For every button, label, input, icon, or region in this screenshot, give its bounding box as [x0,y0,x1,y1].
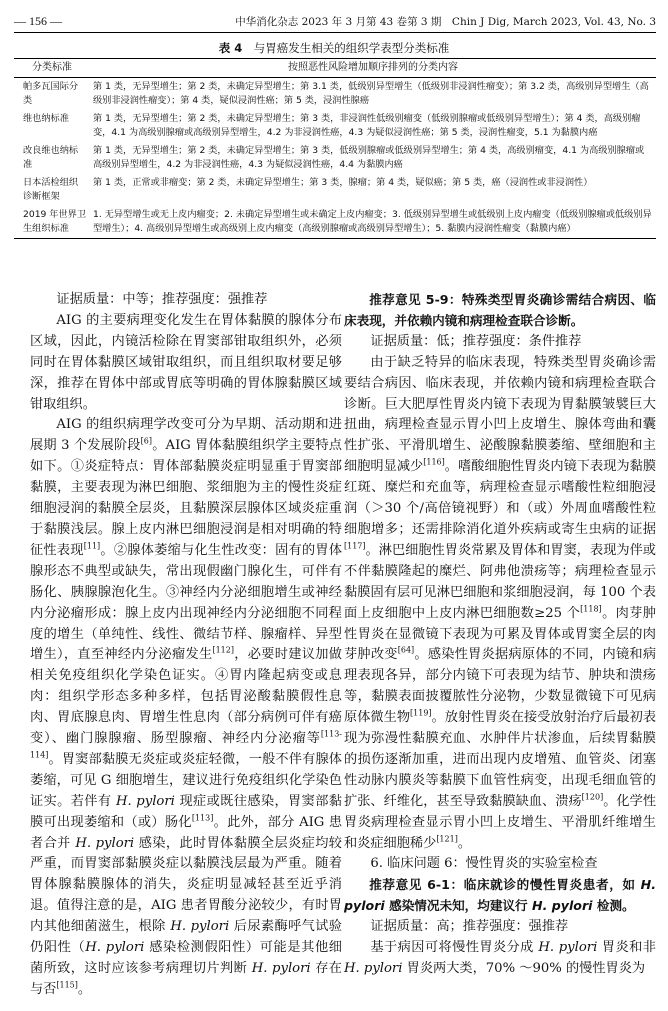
citation-ref: [11] [83,541,101,551]
table-cell-content: 第 1 类，无异型增生；第 2 类，未确定异型增生；第 3 类，非浸润性低级别瘤变（低级别腺瘤或低级别异型增生）；第 4 类，高级别瘤变，4.1 为高级别腺瘤或高级别异型增生，4.2 为非浸润性癌，4.3 为疑似浸润性癌；第 5 类，浸润性瘤变，5.1 为黏膜内癌 [93,113,641,138]
text-run: 。②腺体萎缩与化生性改变：固有的胃体腺形态不典型或缺失，常出现假幽门腺化生，可伴有肠化、胰腺腺泡化生。③神经内分泌细胞增生或神经内分泌瘤形成：腺上皮内出现神经内分泌细胞不同程度的增生（单纯性、线性、微结节样、腺瘤样、异型增生），直至神经内分泌瘤发生 [30,542,343,663]
text-run: 现症或既往感染，胃窦部黏膜可出现萎缩和（或）肠化 [30,793,342,830]
table-header-standard: 分类标准 [14,59,90,78]
text-run: 。肉芽肿性胃炎在显微镜下表现为可累及胃体或胃窦全层的肉芽肿改变 [344,605,656,663]
citation-ref: [64] [397,646,415,656]
classification-table [14,58,656,239]
table-cell-content: 第 1 类，无异型增生；第 2 类，未确定异型增生；第 3 类，低级别腺瘤或低级别异型增生；第 4 类，高级别瘤变，4.1 为高级别腺瘤或高级别异型增生，4.2 为非浸润性癌，4.3 为疑似浸润性癌，4.4 为黏膜内癌 [93,145,645,170]
table-row [14,78,656,111]
table-row [14,142,656,174]
table-caption-text: 与胃癌发生相关的组织学表型分类标准 [253,41,450,55]
citation-ref: [6] [140,436,153,446]
text-run: 感染检测假阳性）可能是其他细菌所致，这时应该参考病理切片判断 [30,940,342,976]
species-name: H. pylori [538,940,598,956]
text-run: 基于病因可将慢性胃炎分成 [370,940,539,956]
table-cell-content: 第 1 类，无异型增生；第 2 类，未确定异型增生；第 3.1 类，低级别异型增生（低级别非浸润性瘤变）；第 3.2 类，高级别异型增生（高级别非浸润性瘤变）；第 4 类，疑似浸润性癌；第 5 类，浸润性腺癌 [93,81,649,106]
table-row [14,174,656,206]
citation-ref: [112] [212,646,234,656]
citation-ref: [119] [410,708,432,718]
recommendation-6-1 [344,875,656,917]
text-run: 。放射性胃炎在接受放射治疗后最初表现为弥漫性黏膜充血、水肿伴片状渗血，后续胃黏膜的损伤逐渐加重，进而出现内皮增殖、血管炎、闭塞性动脉内膜炎等黏膜下血管性病变，出现毛细血管的扩张、纤维化，甚至导致黏膜缺血、溃疡 [344,710,657,809]
table-row [14,110,656,142]
text-run: 。此外，部分 AIG 患者合并 [30,814,343,851]
citation-ref: [120] [581,792,604,802]
text-run: 检测。 [592,898,635,914]
species-name: H. pylori [251,961,311,976]
text-run: 胃炎和非 [597,940,656,956]
table-cell-standard: 日本活检组织诊断框架 [23,177,79,202]
text-run: AIG 的组织病理学改变可分为早期、活动期和进展期 3 个发展阶段 [30,417,342,454]
journal-citation: 中华消化杂志 2023 年 3 月第 43 卷第 3 期 Chin J Dig, March 2023, Vol. 43, No. 3 [235,16,656,28]
text-run: 。淋巴细胞性胃炎常累及胃体和胃窦，表现为伴或不伴黏膜隆起的糜烂、阿弗他溃疡等；病理检查显示黏膜固有层可见淋巴细胞和浆细胞浸润，每 100 个表面上皮细胞中上皮内淋巴细胞数≥25 个 [344,542,656,621]
text-run: 后尿素酶呼气试验仍阳性（ [30,919,342,956]
text-run: 。 [77,981,92,997]
table-row [14,206,656,239]
citation-ref: [116] [423,457,445,467]
text-run: 存在与否 [30,961,342,997]
page-number: — 156 — [14,14,62,28]
left-column [30,290,342,1001]
text-run: 。感染性胃炎据病原体的不同，内镜和病理表现各异，部分内镜下可表现为结节、肿块和溃疡等，黏膜表面披覆脓性分泌物，少数显微镜下可见病原体微生物 [344,647,657,726]
text-run: 。嗜酸细胞性胃炎内镜下表现为黏膜红斑、糜烂和充血等，病理检查显示嗜酸性粒细胞浸润（＞30 个/高倍镜视野）和（或）外周血嗜酸性粒细胞增多；还需排除消化道外疾病或寄生虫病的证据 [344,459,657,537]
citation-ref: [117] [344,541,366,551]
page-header [14,12,656,32]
table-cell-standard: 维也纳标准 [23,113,69,124]
table-cell-standard: 帕多瓦国际分类 [23,81,79,106]
body-paragraph [344,353,656,855]
citation-ref: [115] [56,980,78,990]
citation-ref: [121] [436,834,458,844]
text-run: ，必要时建议加做相关免疫组织化学染色证实。④胃内隆起病变或息肉：组织学形态多种多样，包括胃泌酸黏膜假性息肉、胃底腺息肉、胃增生性息肉（部分病例可伴有癌变）、幽门腺腺瘤、肠型腺瘤、神经内分泌瘤等 [30,647,342,747]
table-cell-standard: 2019 年世界卫生组织标准 [14,206,90,239]
section-heading: 6. 临床问题 6：慢性胃炎的实验室检查 [370,856,598,872]
header-rule [14,32,656,33]
evidence-line: 证据质量：低；推荐强度：条件推荐 [370,333,582,349]
species-name: H. pylori [344,877,656,914]
table-cell-content: 1. 无异型增生或无上皮内瘤变；2. 未确定异型增生或未确定上皮内瘤变；3. 低级别异型增生或低级别上皮内瘤变（低级别腺瘤或低级别异型增生）；4. 高级别异型增生或高级别上皮内瘤变（高级别腺瘤或高级别异型增生）；5. 黏膜内浸润性瘤变（黏膜内癌） [90,206,656,239]
table-header-content: 按照恶性风险增加顺序排列的分类内容 [90,59,656,78]
citation-ref: [118] [580,604,602,614]
species-name: H. pylori [170,919,230,935]
text-run: 感染，此时胃体黏膜全层炎症均较严重，而胃窦部黏膜炎症以黏膜浅层最为严重。随着胃体腺黏膜腺体的消失，炎症明显减轻甚至近乎消退。值得注意的是，AIG 患者胃酸分泌较少，有时胃内其他细菌滋生，根除 [30,835,342,935]
text-run: 。AIG 胃体黏膜组织学主要特点如下。①炎症特点：胃体部黏膜炎症明显重于胃窦部黏膜，主要表现为淋巴细胞、浆细胞为主的慢性炎症细胞浸润的黏膜全层炎，且黏膜深层腺体区域炎症重于黏膜浅层。腺上皮内淋巴细胞浸润是相对明确的特征性表现 [30,438,342,558]
species-name: H. pylori [116,793,175,809]
body-paragraph: AIG 的主要病理变化发生在胃体黏膜的腺体分布区域，因此，内镜活检除在胃窦部钳取组织外，必须同时在胃体黏膜区域钳取组织，而且组织取材要足够深，推荐在胃体中部或胃底等明确的胃体腺黏膜区域钳取组织。 [30,312,342,412]
species-name: H. pylori [75,835,135,851]
evidence-line: 证据质量：高；推荐强度：强推荐 [370,919,569,935]
text-run: 。胃窦部黏膜无炎症或炎症轻微，一般不伴有腺体萎缩，可见 G 细胞增生，建议进行免疫组织化学染色证实。若伴有 [30,751,342,809]
table-cell-content: 第 1 类，正常或非瘤变；第 2 类，未确定异型增生；第 3 类，腺瘤；第 4 类，疑似癌；第 5 类，癌（浸润性或非浸润性） [93,177,593,188]
table-caption [0,40,668,56]
evidence-line: 证据质量：中等；推荐强度：强推荐 [56,292,268,307]
species-name: H. pylori [85,940,145,956]
body-paragraph [344,938,656,980]
body-paragraph [30,415,342,1000]
text-run: 。 [457,835,472,851]
text-run: 感染情况未知，均建议行 [384,898,533,914]
citation-ref: [113-114] [30,729,342,760]
text-run: 。化学性胃炎病理检查显示胃小凹上皮增生、平滑肌纤维增生和炎症细胞稀少 [344,793,657,851]
right-column [344,290,656,980]
recommendation-5-9: 推荐意见 5-9：特殊类型胃炎确诊需结合病因、临床表现，并依赖内镜和病理检查联合诊断。 [344,292,656,328]
text-run: 由于缺乏特异的临床表现，特殊类型胃炎确诊需要结合病因、临床表现，并依赖内镜和病理检查联合诊断。巨大肥厚性胃炎内镜下表现为胃黏膜皱襞巨大扭曲，病理检查显示胃小凹上皮增生、腺体弯曲和囊性扩张、平滑肌增生、泌酸腺黏膜萎缩、壁细胞和主细胞明显减少 [344,354,656,475]
table-caption-number: 表 4 [218,41,243,55]
citation-ref: [113] [191,813,214,823]
species-name: H. pylori [532,898,593,914]
table-header-row [14,59,656,78]
text-run: 推荐意见 6-1：临床就诊的慢性胃炎患者，如 [369,877,641,893]
species-name: H. pylori [344,961,403,976]
text-run: 胃炎两大类，70% ～90% 的慢性胃炎为 [402,961,646,976]
table-cell-standard: 改良维也纳标准 [23,145,79,170]
